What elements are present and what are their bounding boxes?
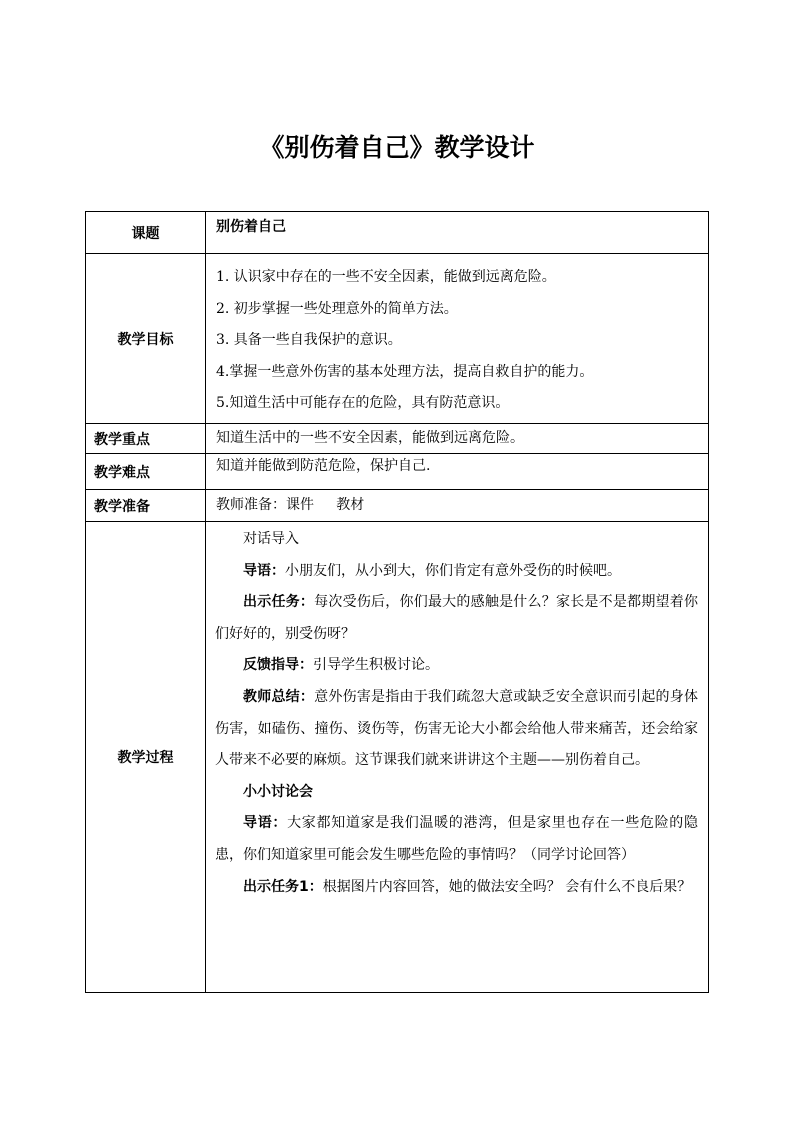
paragraph: [215, 650, 698, 682]
paragraph-text: 根据图片内容回答，她的做法安全吗？ 会有什么不良后果？: [322, 878, 692, 895]
goals-list: [206, 254, 709, 424]
goal-item: 2. 初步掌握一些处理意外的简单方法。: [216, 300, 458, 317]
paragraph-label: 出示任务：: [243, 594, 315, 611]
goal-item: 1. 认识家中存在的一些不安全因素，能做到远离危险。: [216, 269, 556, 285]
difficulties-value: 知道并能做到防范危险，保护自己.: [206, 454, 709, 490]
paragraph-label: 导语：: [243, 562, 285, 579]
lesson-plan-table: [85, 211, 709, 993]
paragraph-label: 出示任务1：: [243, 878, 323, 895]
goals-label: 教学目标: [86, 254, 206, 424]
row-key-points: [86, 424, 709, 454]
section-title: 小小讨论会: [243, 783, 313, 800]
row-preparation: [86, 490, 709, 522]
paragraph: [215, 682, 698, 777]
paragraph-label: 导语：: [243, 815, 288, 832]
paragraph-label: 反馈指导：: [243, 657, 313, 674]
goal-item: 4.掌握一些意外伤害的基本处理方法，提高自救自护的能力。: [216, 363, 594, 380]
goal-item: 3. 具备一些自我保护的意识。: [216, 332, 402, 348]
difficulties-label: 教学难点: [86, 454, 206, 490]
paragraph-text: 每次受伤后，你们最大的感触是什么？家长是不是都期望着你们好好的，别受伤呀？: [215, 594, 699, 642]
paragraph-text: 小朋友们，从小到大，你们肯定有意外受伤的时候吧。: [285, 562, 621, 579]
section-title: 对话导入: [243, 531, 299, 547]
process-label: 教学过程: [86, 522, 206, 993]
process-content: [206, 522, 709, 993]
topic-label: 课题: [86, 212, 206, 254]
paragraph-text: 大家都知道家是我们温暖的港湾，但是家里也存在一些危险的隐患，你们知道家里可能会发生哪些危险的事情吗？（同学讨论回答）: [215, 815, 699, 863]
topic-value: 别伤着自己: [206, 212, 709, 254]
row-difficulties: [86, 454, 709, 490]
paragraph-label: 教师总结：: [243, 688, 315, 705]
row-process: [86, 522, 709, 993]
row-topic: [86, 212, 709, 254]
paragraph: [215, 808, 698, 871]
preparation-value: 教师准备：课件 教材: [206, 490, 709, 522]
paragraph: [215, 777, 698, 809]
document-title: 《别伤着自己》教学设计: [259, 133, 535, 162]
paragraph-text: 意外伤害是指由于我们疏忽大意或缺乏安全意识而引起的身体伤害，如磕伤、撞伤、烫伤等，伤害无论大小都会给他人带来痛苦，还会给家人带来不必要的麻烦。这节课我们就来讲讲这个主题——别伤着自己。: [215, 688, 699, 769]
preparation-label: 教学准备: [86, 490, 206, 522]
goal-item: 5.知道生活中可能存在的危险，具有防范意识。: [216, 395, 510, 411]
key-points-label: 教学重点: [86, 424, 206, 454]
row-goals: [86, 254, 709, 424]
paragraph-text: 引导学生积极讨论。: [313, 657, 439, 674]
key-points-value: 知道生活中的一些不安全因素，能做到远离危险。: [206, 424, 709, 454]
paragraph: [215, 872, 698, 904]
paragraph: [215, 556, 698, 588]
paragraph: [215, 587, 698, 650]
